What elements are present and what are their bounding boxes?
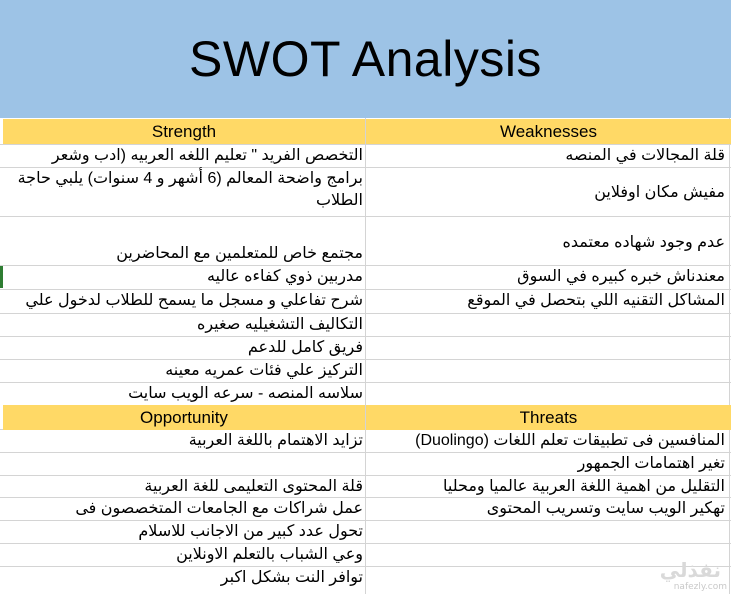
strength-cell[interactable]: فريق كامل للدعم (247, 339, 363, 356)
header-threats-label: Threats (519, 407, 578, 427)
row-selection-marker (0, 266, 3, 288)
watermark-url: nafezly.com (673, 582, 727, 592)
row-line (0, 520, 731, 521)
threat-cell[interactable]: تهكير الويب سايت وتسريب المحتوى (486, 500, 725, 517)
threat-cell[interactable]: المنافسين فى تطبيقات تعلم اللغات (Duolingo) (415, 432, 725, 449)
strength-cell[interactable]: التخصص الفريد " تعليم اللغه العربيه (ادب وشعر (51, 147, 363, 164)
row-line (0, 216, 731, 217)
opportunity-cell[interactable]: تزايد الاهتمام باللغة العربية (188, 432, 363, 449)
header-opportunity-label: Opportunity (140, 407, 228, 427)
weakness-cell[interactable]: عدم وجود شهاده معتمده (562, 234, 725, 251)
row-line (0, 359, 731, 360)
opportunity-cell[interactable]: تحول عدد كبير من الاجانب للاسلام (138, 523, 363, 540)
row-line (0, 336, 731, 337)
header-weaknesses[interactable] (366, 119, 731, 144)
strength-cell[interactable]: التركيز علي فئات عمريه معينه (165, 362, 363, 379)
header-threats[interactable] (366, 405, 731, 430)
weakness-cell[interactable]: المشاكل التقنيه اللي بتحصل في الموقع (467, 292, 725, 309)
threat-cell[interactable]: تغير اهتمامات الجمهور (577, 455, 725, 472)
row-line (0, 566, 731, 567)
strength-cell[interactable]: مدربين ذوي كفاءه عاليه (206, 268, 363, 285)
header-opportunity[interactable] (3, 405, 365, 430)
strength-cell[interactable]: سلاسه المنصه - سرعه الويب سايت (128, 385, 363, 402)
strength-cell[interactable]: شرح تفاعلي و مسجل ما يسمح للطلاب لدخول علي (25, 292, 363, 309)
watermark-brand: نفذلي (659, 560, 721, 582)
weakness-cell[interactable]: قلة المجالات في المنصه (565, 147, 725, 164)
header-strength[interactable] (3, 119, 365, 144)
weakness-cell[interactable]: معندناش خبره كبيره في السوق (517, 268, 725, 285)
opportunity-cell[interactable]: توافر النت بشكل اكبر (220, 569, 363, 586)
strength-cell[interactable]: مجتمع خاص للمتعلمين مع المحاضرين (116, 245, 363, 262)
row-line (0, 543, 731, 544)
title-band (0, 0, 731, 118)
strength-cell[interactable]: التكاليف التشغيليه صغيره (196, 316, 363, 333)
header-strength-label: Strength (151, 121, 217, 141)
opportunity-cell[interactable]: وعي الشباب بالتعلم الاونلاين (176, 546, 363, 563)
header-weaknesses-label: Weaknesses (499, 121, 597, 141)
opportunity-cell[interactable]: قلة المحتوى التعليمى للغة العربية (144, 478, 363, 495)
threat-cell[interactable]: التقليل من اهمية اللغة العربية عالميا ومحليا (443, 478, 725, 495)
page-title: SWOT Analysis (189, 31, 542, 87)
row-line (0, 313, 731, 314)
strength-cell[interactable]: برامج واضحة المعالم (6 أشهر و 4 سنوات) يلبي حاجة الطلاب (17, 170, 363, 209)
weakness-cell[interactable]: مفيش مكان اوفلاين (594, 184, 725, 201)
opportunity-cell[interactable]: عمل شراكات مع الجامعات المتخصصون فى (75, 500, 363, 517)
row-line (0, 382, 731, 383)
